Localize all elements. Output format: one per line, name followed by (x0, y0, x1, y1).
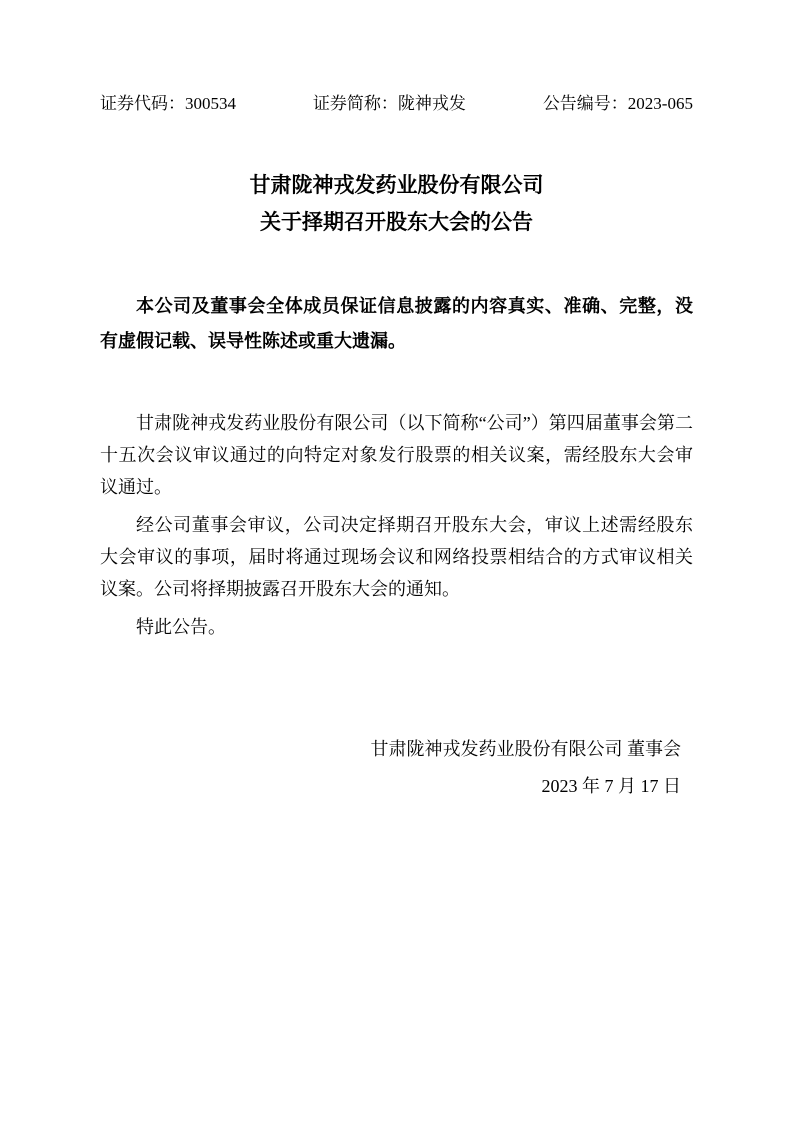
body-paragraph-1: 甘肃陇神戎发药业股份有限公司（以下简称“公司”）第四届董事会第二十五次会议审议通过的向特定对象发行股票的相关议案，需经股东大会审议通过。 (100, 413, 693, 497)
document-title-line1: 甘肃陇神戎发药业股份有限公司 (249, 173, 544, 197)
securities-header (100, 93, 693, 115)
document-title-line2: 关于择期召开股东大会的公告 (260, 210, 533, 234)
body-paragraph-2: 经公司董事会审议，公司决定择期召开股东大会，审议上述需经股东大会审议的事项，届时将通过现场会议和网络投票相结合的方式审议相关议案。公司将择期披露召开股东大会的通知。 (100, 515, 693, 599)
stock-name-label: 证券简称：陇神戎发 (312, 94, 466, 113)
signature-block (100, 731, 693, 805)
disclaimer-paragraph: 本公司及董事会全体成员保证信息披露的内容真实、准确、完整，没有虚假记载、误导性陈述或重大遗漏。 (100, 296, 693, 351)
announcement-number-label: 公告编号：2023-065 (542, 94, 693, 113)
body-text (100, 407, 693, 643)
stock-code-label: 证券代码：300534 (100, 94, 236, 113)
closing-statement: 特此公告。 (136, 617, 226, 637)
signature-date: 2023 年 7 月 17 日 (541, 776, 681, 796)
document-title (100, 167, 693, 241)
signature-company: 甘肃陇神戎发药业股份有限公司 董事会 (370, 739, 681, 759)
